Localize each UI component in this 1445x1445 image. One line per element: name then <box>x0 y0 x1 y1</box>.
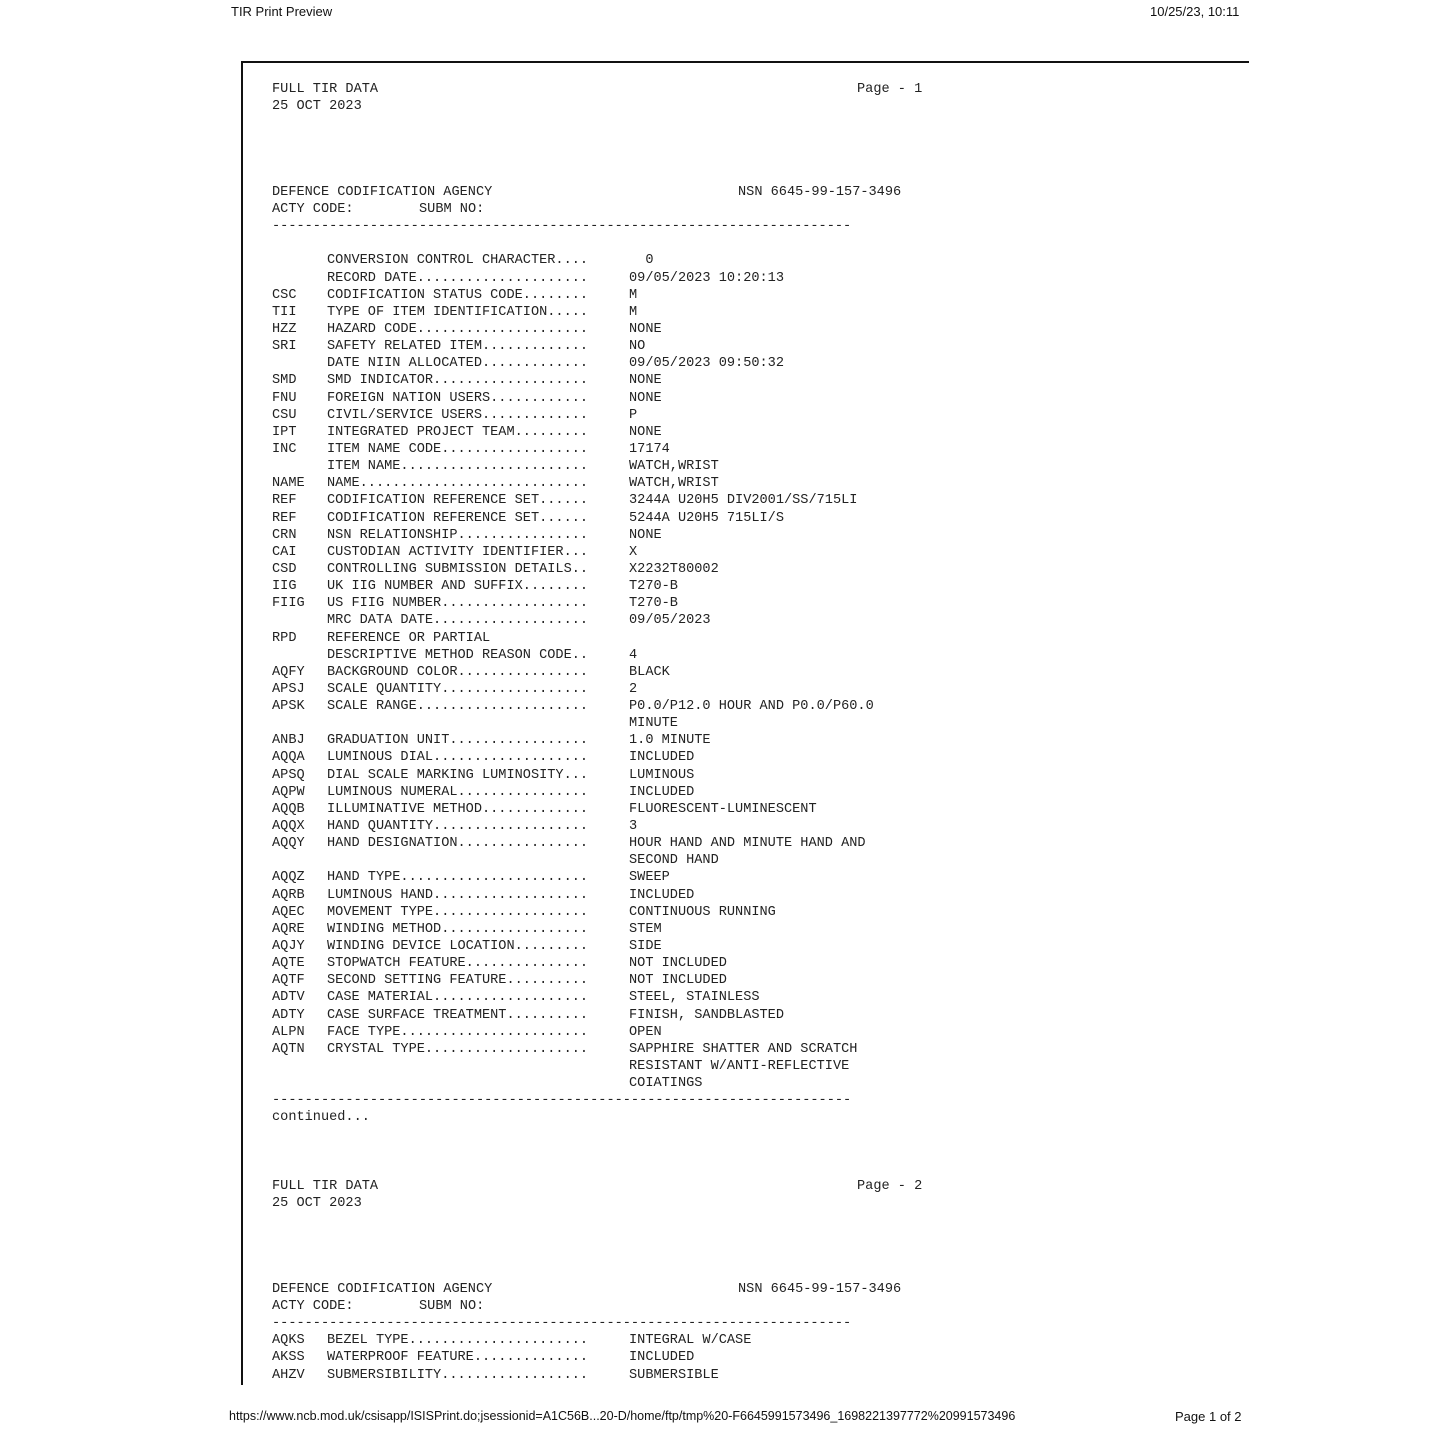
tir-row <box>272 270 922 287</box>
field-value: NONE <box>629 390 662 406</box>
field-code: CSD <box>272 561 297 577</box>
field-value-continued: MINUTE <box>629 716 678 732</box>
blank-line <box>272 1229 922 1246</box>
field-code: AQPW <box>272 784 305 800</box>
field-label: CONVERSION CONTROL CHARACTER.... <box>327 253 589 269</box>
field-label: DATE NIIN ALLOCATED............. <box>327 356 589 372</box>
print-header-datetime: 10/25/23, 10:11 <box>1150 4 1240 19</box>
subm-no-label: SUBM NO: <box>419 201 485 217</box>
tir-row <box>272 287 922 304</box>
field-code: APSJ <box>272 681 305 697</box>
field-value: 0 <box>629 253 654 269</box>
separator: ----------------------------------------------------------------------- <box>272 219 852 235</box>
field-code: SRI <box>272 339 297 355</box>
field-label: CODIFICATION REFERENCE SET...... <box>327 510 589 526</box>
field-value: P0.0/P12.0 HOUR AND P0.0/P60.0 <box>629 699 874 715</box>
field-value: 09/05/2023 10:20:13 <box>629 270 784 286</box>
blank-line <box>272 235 922 252</box>
tir-row <box>272 989 922 1006</box>
tir-row <box>272 424 922 441</box>
report-title: FULL TIR DATA <box>272 1179 379 1194</box>
separator: ----------------------------------------------------------------------- <box>272 1316 852 1332</box>
separator-line <box>272 218 922 235</box>
field-value: STEEL, STAINLESS <box>629 990 760 1006</box>
field-label: RECORD DATE..................... <box>327 270 589 286</box>
field-label: DIAL SCALE MARKING LUMINOSITY... <box>327 767 589 783</box>
field-code: IIG <box>272 579 297 595</box>
page-date-line <box>272 98 922 115</box>
tir-row <box>272 647 922 664</box>
tir-row <box>272 887 922 904</box>
field-label: REFERENCE OR PARTIAL <box>327 630 491 646</box>
print-footer-page-indicator: Page 1 of 2 <box>1175 1409 1242 1424</box>
blank-line <box>272 1127 922 1144</box>
agency-name: DEFENCE CODIFICATION AGENCY <box>272 184 493 200</box>
continued-line <box>272 1109 922 1126</box>
field-value: 5244A U20H5 715LI/S <box>629 510 784 526</box>
field-code: AQEC <box>272 904 305 920</box>
tir-row <box>272 1332 922 1349</box>
tir-row <box>272 749 922 766</box>
field-label: FACE TYPE....................... <box>327 1024 589 1040</box>
separator: ----------------------------------------------------------------------- <box>272 1093 852 1109</box>
field-code: AQJY <box>272 939 305 955</box>
field-value: 3244A U20H5 DIV2001/SS/715LI <box>629 493 858 509</box>
field-label: LUMINOUS NUMERAL................ <box>327 784 589 800</box>
tir-row <box>272 595 922 612</box>
tir-row <box>272 338 922 355</box>
page-number: Page - 2 <box>857 1179 923 1194</box>
agency-name: DEFENCE CODIFICATION AGENCY <box>272 1281 493 1297</box>
field-label: WATERPROOF FEATURE.............. <box>327 1350 589 1366</box>
field-code: APSK <box>272 699 305 715</box>
tir-row <box>272 510 922 527</box>
field-label: DESCRIPTIVE METHOD REASON CODE.. <box>327 647 589 663</box>
tir-row-continuation <box>272 1058 922 1075</box>
field-label: SUBMERSIBILITY.................. <box>327 1367 589 1383</box>
field-label: UK IIG NUMBER AND SUFFIX........ <box>327 579 589 595</box>
field-label: US FIIG NUMBER.................. <box>327 596 589 612</box>
field-value: INTEGRAL W/CASE <box>629 1333 752 1349</box>
blank-line <box>272 132 922 149</box>
field-label: HAND DESIGNATION................ <box>327 836 589 852</box>
report-date: 25 OCT 2023 <box>272 99 362 115</box>
field-label: CUSTODIAN ACTIVITY IDENTIFIER... <box>327 544 589 560</box>
field-value: OPEN <box>629 1024 662 1040</box>
page-header-line <box>272 81 922 98</box>
field-label: HAND TYPE....................... <box>327 870 589 886</box>
field-value: BLACK <box>629 664 670 680</box>
field-code: TII <box>272 304 297 320</box>
field-code: AQFY <box>272 664 305 680</box>
field-label: SMD INDICATOR................... <box>327 373 589 389</box>
tir-row <box>272 1007 922 1024</box>
tir-row <box>272 869 922 886</box>
field-code: AQTE <box>272 956 305 972</box>
field-label: MRC DATA DATE................... <box>327 613 589 629</box>
field-value: NOT INCLUDED <box>629 973 727 989</box>
field-value-continued: RESISTANT W/ANTI-REFLECTIVE <box>629 1059 850 1075</box>
field-code: INC <box>272 441 297 457</box>
field-label: FOREIGN NATION USERS............ <box>327 390 589 406</box>
field-code: FIIG <box>272 596 305 612</box>
field-code: AHZV <box>272 1367 305 1383</box>
field-value: SUBMERSIBLE <box>629 1367 719 1383</box>
blank-line <box>272 150 922 167</box>
field-value: SAPPHIRE SHATTER AND SCRATCH <box>629 1041 858 1057</box>
field-value: M <box>629 287 638 303</box>
tir-row <box>272 835 922 852</box>
field-value: FINISH, SANDBLASTED <box>629 1007 784 1023</box>
tir-row <box>272 732 922 749</box>
report-title: FULL TIR DATA <box>272 82 379 97</box>
separator-line <box>272 1092 922 1109</box>
field-label: ITEM NAME....................... <box>327 459 589 475</box>
field-code: APSQ <box>272 767 305 783</box>
tir-row <box>272 1024 922 1041</box>
field-label: HAND QUANTITY................... <box>327 819 589 835</box>
field-label: CASE MATERIAL................... <box>327 990 589 1006</box>
tir-row <box>272 801 922 818</box>
field-value: NONE <box>629 424 662 440</box>
field-code: AQQX <box>272 819 305 835</box>
field-label: WINDING DEVICE LOCATION......... <box>327 939 589 955</box>
acty-code-label: ACTY CODE: <box>272 201 354 217</box>
field-value: 2 <box>629 681 638 697</box>
field-value: 09/05/2023 09:50:32 <box>629 356 784 372</box>
field-label: SCALE QUANTITY.................. <box>327 681 589 697</box>
field-code: ALPN <box>272 1024 305 1040</box>
continued-text: continued... <box>272 1110 370 1126</box>
field-value: NOT INCLUDED <box>629 956 727 972</box>
tir-row <box>272 1349 922 1366</box>
field-code: AQKS <box>272 1333 305 1349</box>
field-value: 3 <box>629 819 638 835</box>
field-value: M <box>629 304 638 320</box>
blank-line <box>272 1144 922 1161</box>
print-header-title: TIR Print Preview <box>231 4 333 19</box>
tir-row <box>272 1041 922 1058</box>
field-label: SAFETY RELATED ITEM............. <box>327 339 589 355</box>
blank-line <box>272 1161 922 1178</box>
field-value-continued: COIATINGS <box>629 1076 703 1092</box>
tir-row <box>272 578 922 595</box>
field-code: AQQB <box>272 801 305 817</box>
field-label: NAME............................ <box>327 476 589 492</box>
field-value: HOUR HAND AND MINUTE HAND AND <box>629 836 866 852</box>
page-date-line <box>272 1195 922 1212</box>
field-code: REF <box>272 493 297 509</box>
acty-line <box>272 201 922 218</box>
report-date: 25 OCT 2023 <box>272 1196 362 1212</box>
field-label: NSN RELATIONSHIP................ <box>327 527 589 543</box>
tir-row <box>272 955 922 972</box>
acty-line <box>272 1298 922 1315</box>
field-value: X <box>629 544 638 560</box>
field-label: SECOND SETTING FEATURE.......... <box>327 973 589 989</box>
field-code: AQTN <box>272 1041 305 1057</box>
field-code: CRN <box>272 527 297 543</box>
blank-line <box>272 1247 922 1264</box>
field-label: HAZARD CODE..................... <box>327 321 589 337</box>
tir-row <box>272 492 922 509</box>
field-code: AQTF <box>272 973 305 989</box>
tir-row <box>272 561 922 578</box>
field-label: CONTROLLING SUBMISSION DETAILS.. <box>327 561 589 577</box>
field-value-continued: SECOND HAND <box>629 853 719 869</box>
print-footer-url: https://www.ncb.mod.uk/csisapp/ISISPrint.do;jsessionid=A1C56B...20-D/home/ftp/tmp%20-F6645991573496_1698221397772%20991573496 <box>229 1409 1016 1423</box>
field-label: BACKGROUND COLOR................ <box>327 664 589 680</box>
field-label: STOPWATCH FEATURE............... <box>327 956 589 972</box>
print-page <box>241 61 1249 1385</box>
field-code: AQQA <box>272 750 305 766</box>
field-value: 4 <box>629 647 638 663</box>
tir-document <box>272 81 922 1384</box>
nsn-number: NSN 6645-99-157-3496 <box>738 1281 902 1297</box>
field-value: P <box>629 407 638 423</box>
field-value: NONE <box>629 527 662 543</box>
tir-row <box>272 681 922 698</box>
acty-code-label: ACTY CODE: <box>272 1298 354 1314</box>
field-label: SCALE RANGE..................... <box>327 699 589 715</box>
tir-row-continuation <box>272 715 922 732</box>
field-code: RPD <box>272 630 297 646</box>
tir-row <box>272 372 922 389</box>
tir-row <box>272 938 922 955</box>
field-value: SIDE <box>629 939 662 955</box>
tir-row <box>272 1367 922 1384</box>
field-code: AQRB <box>272 887 305 903</box>
field-label: ITEM NAME CODE.................. <box>327 441 589 457</box>
field-code: AQRE <box>272 921 305 937</box>
field-code: ADTV <box>272 990 305 1006</box>
field-code: REF <box>272 510 297 526</box>
field-code: NAME <box>272 476 305 492</box>
field-value: NO <box>629 339 646 355</box>
tir-row <box>272 321 922 338</box>
tir-row <box>272 407 922 424</box>
blank-line <box>272 1264 922 1281</box>
field-code: ADTY <box>272 1007 305 1023</box>
blank-line <box>272 167 922 184</box>
field-code: ANBJ <box>272 733 305 749</box>
field-value: LUMINOUS <box>629 767 695 783</box>
field-value: 09/05/2023 <box>629 613 711 629</box>
field-code: AQQY <box>272 836 305 852</box>
field-value: 1.0 MINUTE <box>629 733 711 749</box>
field-label: CODIFICATION STATUS CODE........ <box>327 287 589 303</box>
subm-no-label: SUBM NO: <box>419 1298 485 1314</box>
separator-line <box>272 1315 922 1332</box>
nsn-number: NSN 6645-99-157-3496 <box>738 184 902 200</box>
tir-row <box>272 458 922 475</box>
tir-row <box>272 304 922 321</box>
field-code: CSU <box>272 407 297 423</box>
field-value: INCLUDED <box>629 750 695 766</box>
tir-row <box>272 630 922 647</box>
field-code: CAI <box>272 544 297 560</box>
blank-line <box>272 1212 922 1229</box>
tir-row <box>272 544 922 561</box>
field-label: CODIFICATION REFERENCE SET...... <box>327 493 589 509</box>
tir-row <box>272 355 922 372</box>
field-label: BEZEL TYPE...................... <box>327 1333 589 1349</box>
tir-row <box>272 818 922 835</box>
field-value: FLUORESCENT-LUMINESCENT <box>629 801 817 817</box>
tir-row <box>272 698 922 715</box>
tir-row <box>272 767 922 784</box>
tir-row <box>272 664 922 681</box>
field-value: INCLUDED <box>629 784 695 800</box>
tir-row <box>272 784 922 801</box>
agency-line <box>272 1281 922 1298</box>
page-header-line <box>272 1178 922 1195</box>
field-value: SWEEP <box>629 870 670 886</box>
field-value: T270-B <box>629 596 678 612</box>
tir-row <box>272 527 922 544</box>
field-value: 17174 <box>629 441 670 457</box>
field-label: LUMINOUS DIAL................... <box>327 750 589 766</box>
field-label: CIVIL/SERVICE USERS............. <box>327 407 589 423</box>
agency-line <box>272 184 922 201</box>
field-code: CSC <box>272 287 297 303</box>
field-label: MOVEMENT TYPE................... <box>327 904 589 920</box>
page-number: Page - 1 <box>857 82 923 97</box>
tir-row <box>272 904 922 921</box>
blank-line <box>272 115 922 132</box>
field-value: X2232T80002 <box>629 561 719 577</box>
field-code: SMD <box>272 373 297 389</box>
tir-row <box>272 972 922 989</box>
field-label: ILLUMINATIVE METHOD............. <box>327 801 589 817</box>
tir-row <box>272 475 922 492</box>
field-value: INCLUDED <box>629 887 695 903</box>
tir-row-continuation <box>272 852 922 869</box>
field-label: TYPE OF ITEM IDENTIFICATION..... <box>327 304 589 320</box>
tir-row <box>272 441 922 458</box>
field-label: CASE SURFACE TREATMENT.......... <box>327 1007 589 1023</box>
tir-row <box>272 921 922 938</box>
field-value: CONTINUOUS RUNNING <box>629 904 776 920</box>
field-value: WATCH,WRIST <box>629 459 719 475</box>
field-label: WINDING METHOD.................. <box>327 921 589 937</box>
field-value: INCLUDED <box>629 1350 695 1366</box>
field-code: IPT <box>272 424 297 440</box>
field-code: FNU <box>272 390 297 406</box>
field-value: STEM <box>629 921 662 937</box>
field-value: WATCH,WRIST <box>629 476 719 492</box>
field-label: LUMINOUS HAND................... <box>327 887 589 903</box>
field-value: NONE <box>629 321 662 337</box>
tir-row <box>272 252 922 269</box>
field-code: AQQZ <box>272 870 305 886</box>
field-label: CRYSTAL TYPE.................... <box>327 1041 589 1057</box>
tir-row <box>272 612 922 629</box>
field-value: NONE <box>629 373 662 389</box>
field-code: AKSS <box>272 1350 305 1366</box>
field-value: T270-B <box>629 579 678 595</box>
field-code: HZZ <box>272 321 297 337</box>
tir-row <box>272 390 922 407</box>
tir-row-continuation <box>272 1075 922 1092</box>
field-label: GRADUATION UNIT................. <box>327 733 589 749</box>
field-label: INTEGRATED PROJECT TEAM......... <box>327 424 589 440</box>
